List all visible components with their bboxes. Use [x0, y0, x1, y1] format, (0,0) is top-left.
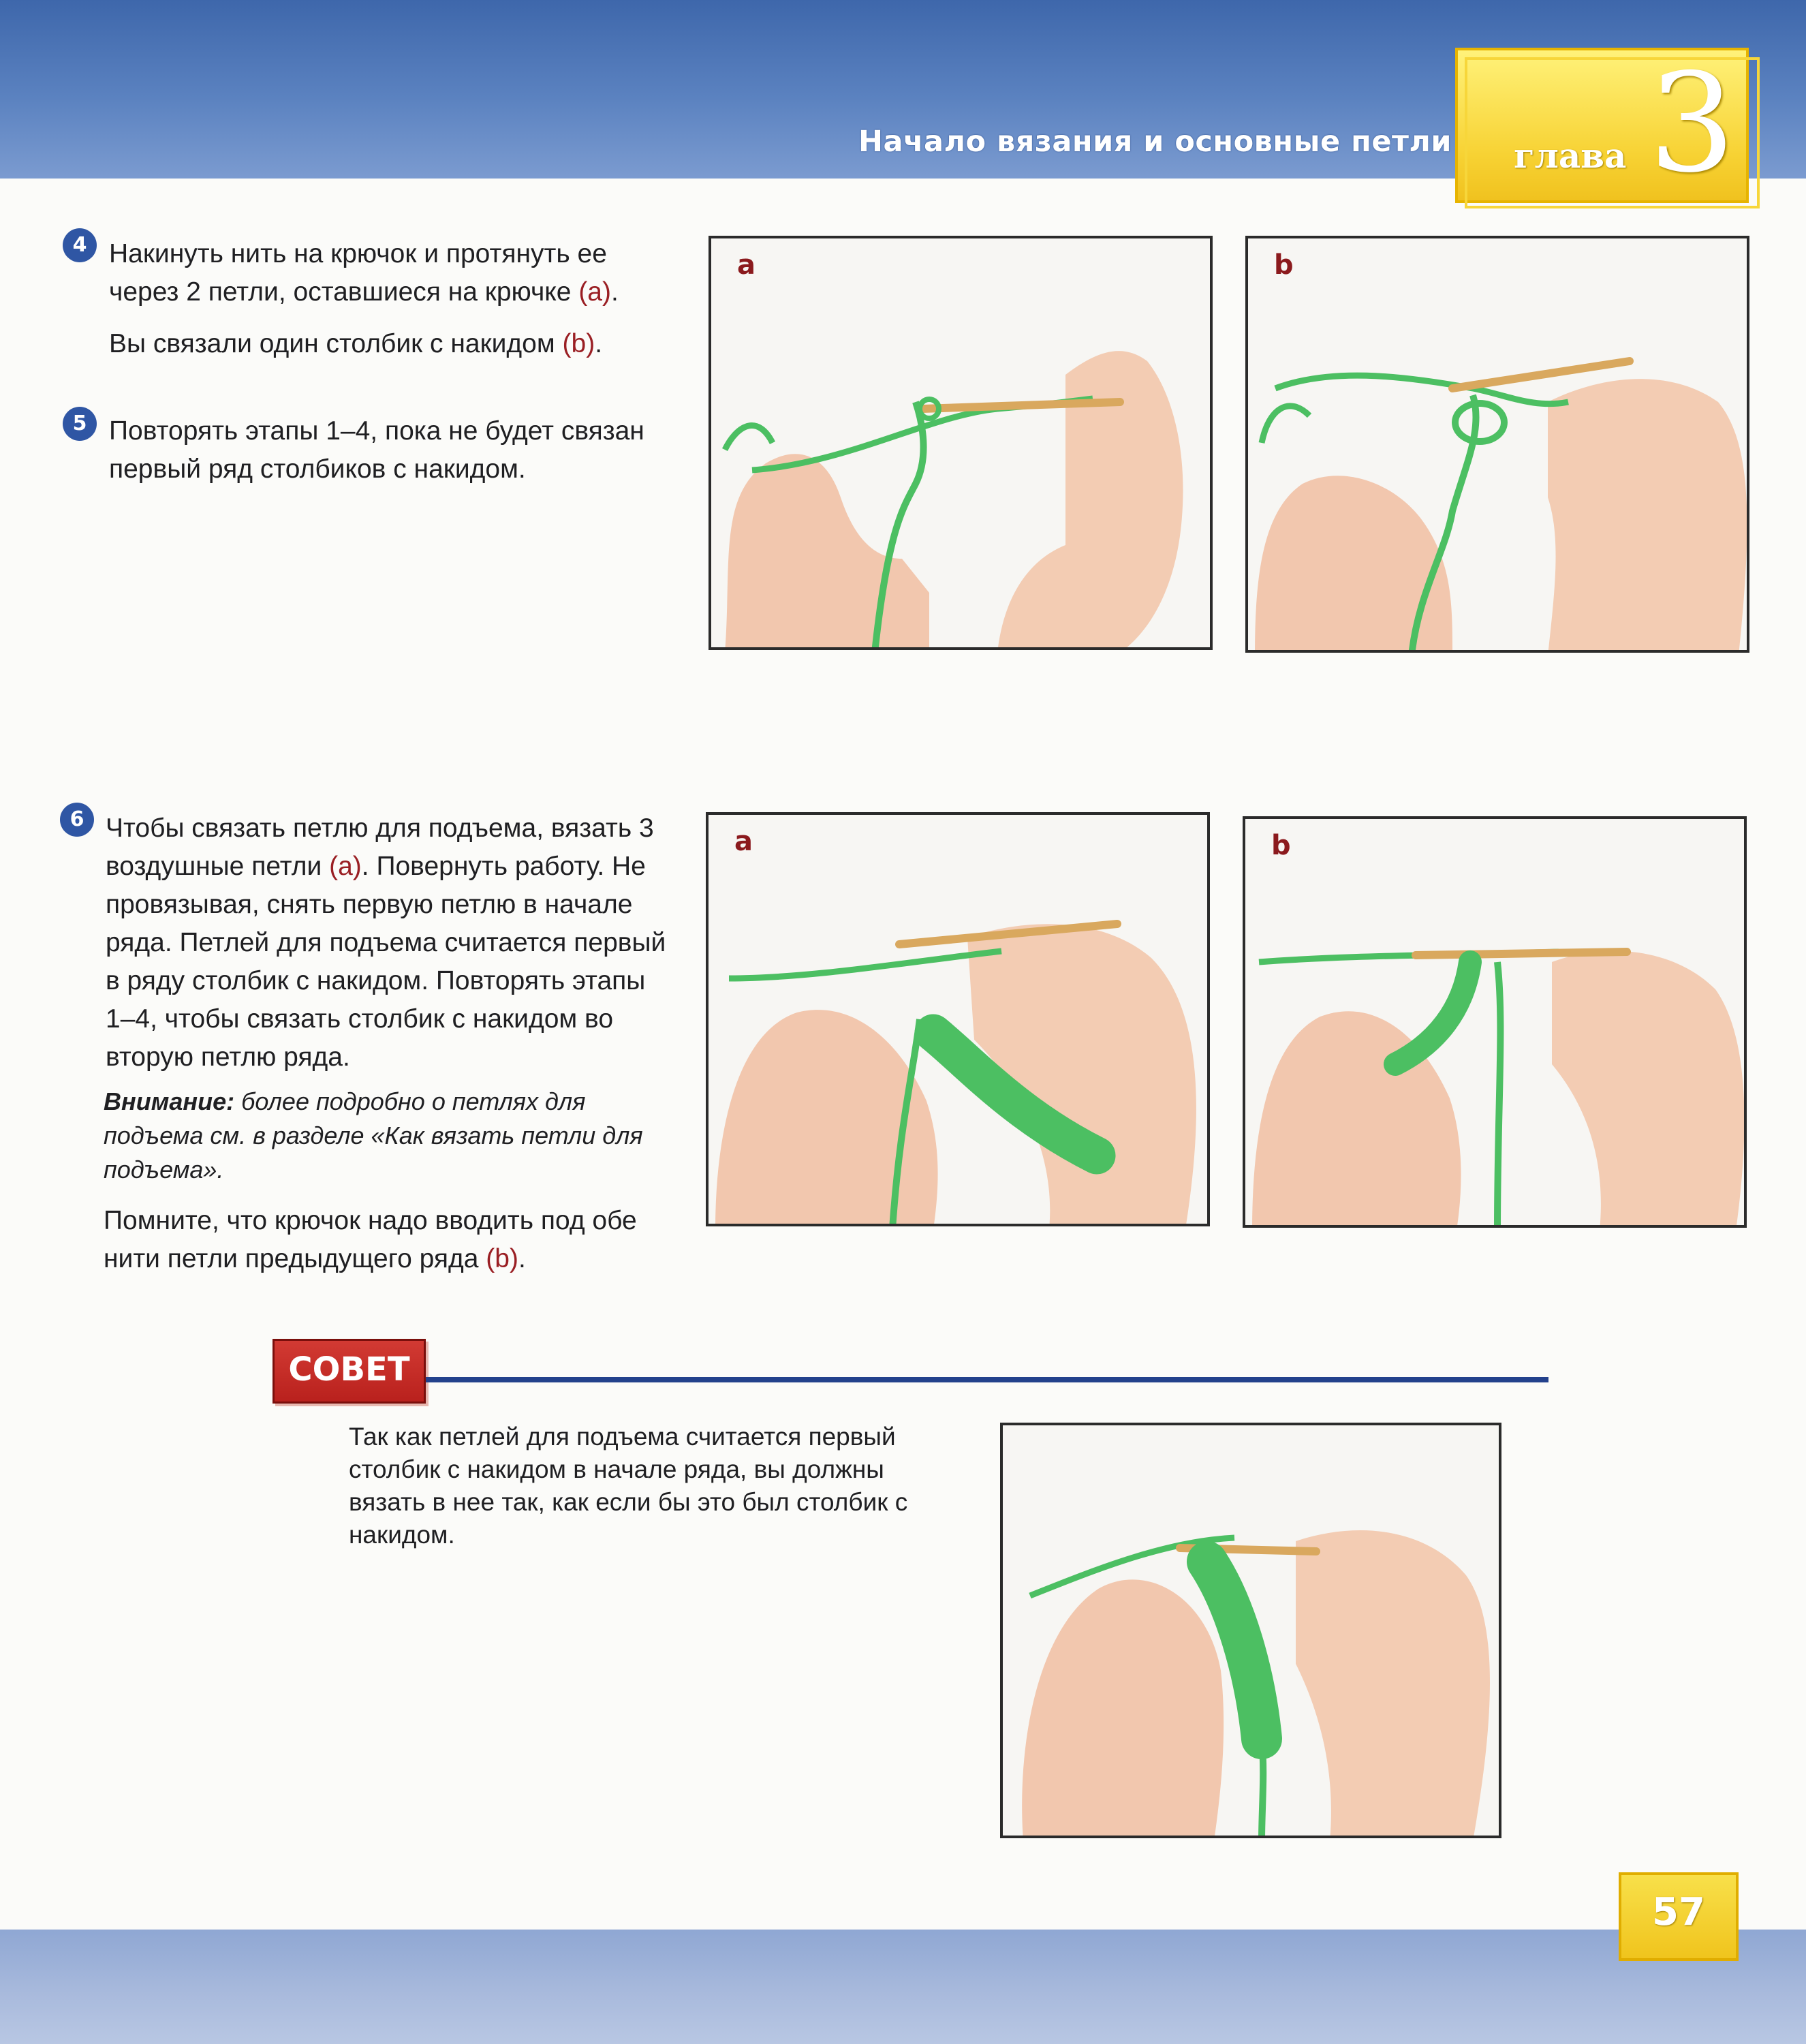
tip-divider — [426, 1377, 1548, 1382]
photo-step4-b — [1245, 236, 1749, 653]
step-4-result-ref: (b) — [562, 329, 595, 358]
photo-step4-a — [709, 236, 1213, 650]
step-6-reminder-paragraph: Помните, что крючок надо вводить под обе нити петли предыдущего ряда (b). — [104, 1206, 637, 1273]
step-4-result-text: Вы связали один столбик с накидом — [109, 329, 555, 358]
hands-crochet-illustration-icon — [709, 815, 1210, 1226]
note-text: более подробно о петлях для подъема см. в разделе «Как вязать петли для подъема». — [104, 1087, 643, 1183]
step-6-text-before: Чтобы связать петлю для подъема, вязать 3 воздушные петли — [106, 814, 654, 881]
tip-text: Так как петлей для подъема считается первый столбик с накидом в начале ряда, вы должны вязать в нее так, как если бы это был столбик с накидом. — [349, 1423, 908, 1549]
photo-tip — [1000, 1423, 1501, 1838]
step-6-reminder — [104, 1202, 669, 1278]
step-4-text-block — [109, 235, 674, 363]
step-6-text-block — [106, 809, 671, 1077]
step-4-marker: 4 — [63, 228, 97, 262]
hands-crochet-illustration-icon — [1245, 819, 1747, 1228]
hands-crochet-illustration-icon — [1248, 238, 1749, 653]
photo-label: b — [1274, 249, 1294, 281]
section-title: Начало вязания и основные петли — [858, 125, 1452, 159]
step-5-text: Повторять этапы 1–4, пока не будет связан первый ряд столбиков с накидом. — [109, 416, 644, 484]
note-label: Внимание: — [104, 1087, 235, 1115]
photo-step6-b — [1243, 816, 1747, 1228]
chapter-badge — [1455, 44, 1749, 203]
step-6-note — [104, 1085, 669, 1187]
step-4-paragraph: Накинуть нить на крючок и протянуть ее через 2 петли, оставшиеся на крючке (a). — [109, 239, 619, 307]
page-number: 57 — [1652, 1890, 1705, 1934]
photo-label: b — [1271, 830, 1291, 861]
hands-crochet-illustration-icon — [1003, 1425, 1501, 1838]
step-6-paragraph — [106, 809, 671, 1077]
chapter-label: глава — [1514, 136, 1627, 176]
footer-band — [0, 1930, 1806, 2044]
photo-label: a — [734, 826, 753, 857]
step-5-marker: 5 — [63, 407, 97, 441]
step-6-ref: (a) — [329, 852, 362, 881]
hands-crochet-illustration-icon — [711, 238, 1213, 650]
step-6-text-after: . Повернуть работу. Не провязывая, снять первую петлю в начале ряда. Петлей для подъема считается первый в ряду столбик с накидом. Повторять этапы 1–4, чтобы связать столбик с накидом во вторую петлю ряда. — [106, 852, 666, 1072]
step-6-marker: 6 — [60, 803, 94, 837]
photo-label: a — [737, 249, 756, 281]
step-4-result: Вы связали один столбик с накидом (b). — [109, 329, 603, 358]
chapter-number: 3 — [1649, 44, 1736, 203]
reminder-text: Помните, что крючок надо вводить под обе нити петли предыдущего ряда — [104, 1206, 637, 1273]
tip-badge-label: СОВЕТ — [288, 1350, 410, 1389]
step-4-ref: (a) — [578, 277, 611, 307]
reminder-ref: (b) — [486, 1244, 518, 1273]
photo-step6-a — [706, 812, 1210, 1226]
tip-badge — [273, 1339, 426, 1404]
step-4-text: Накинуть нить на крючок и протянуть ее через 2 петли, оставшиеся на крючке — [109, 239, 607, 307]
page-number-box — [1619, 1872, 1739, 1961]
